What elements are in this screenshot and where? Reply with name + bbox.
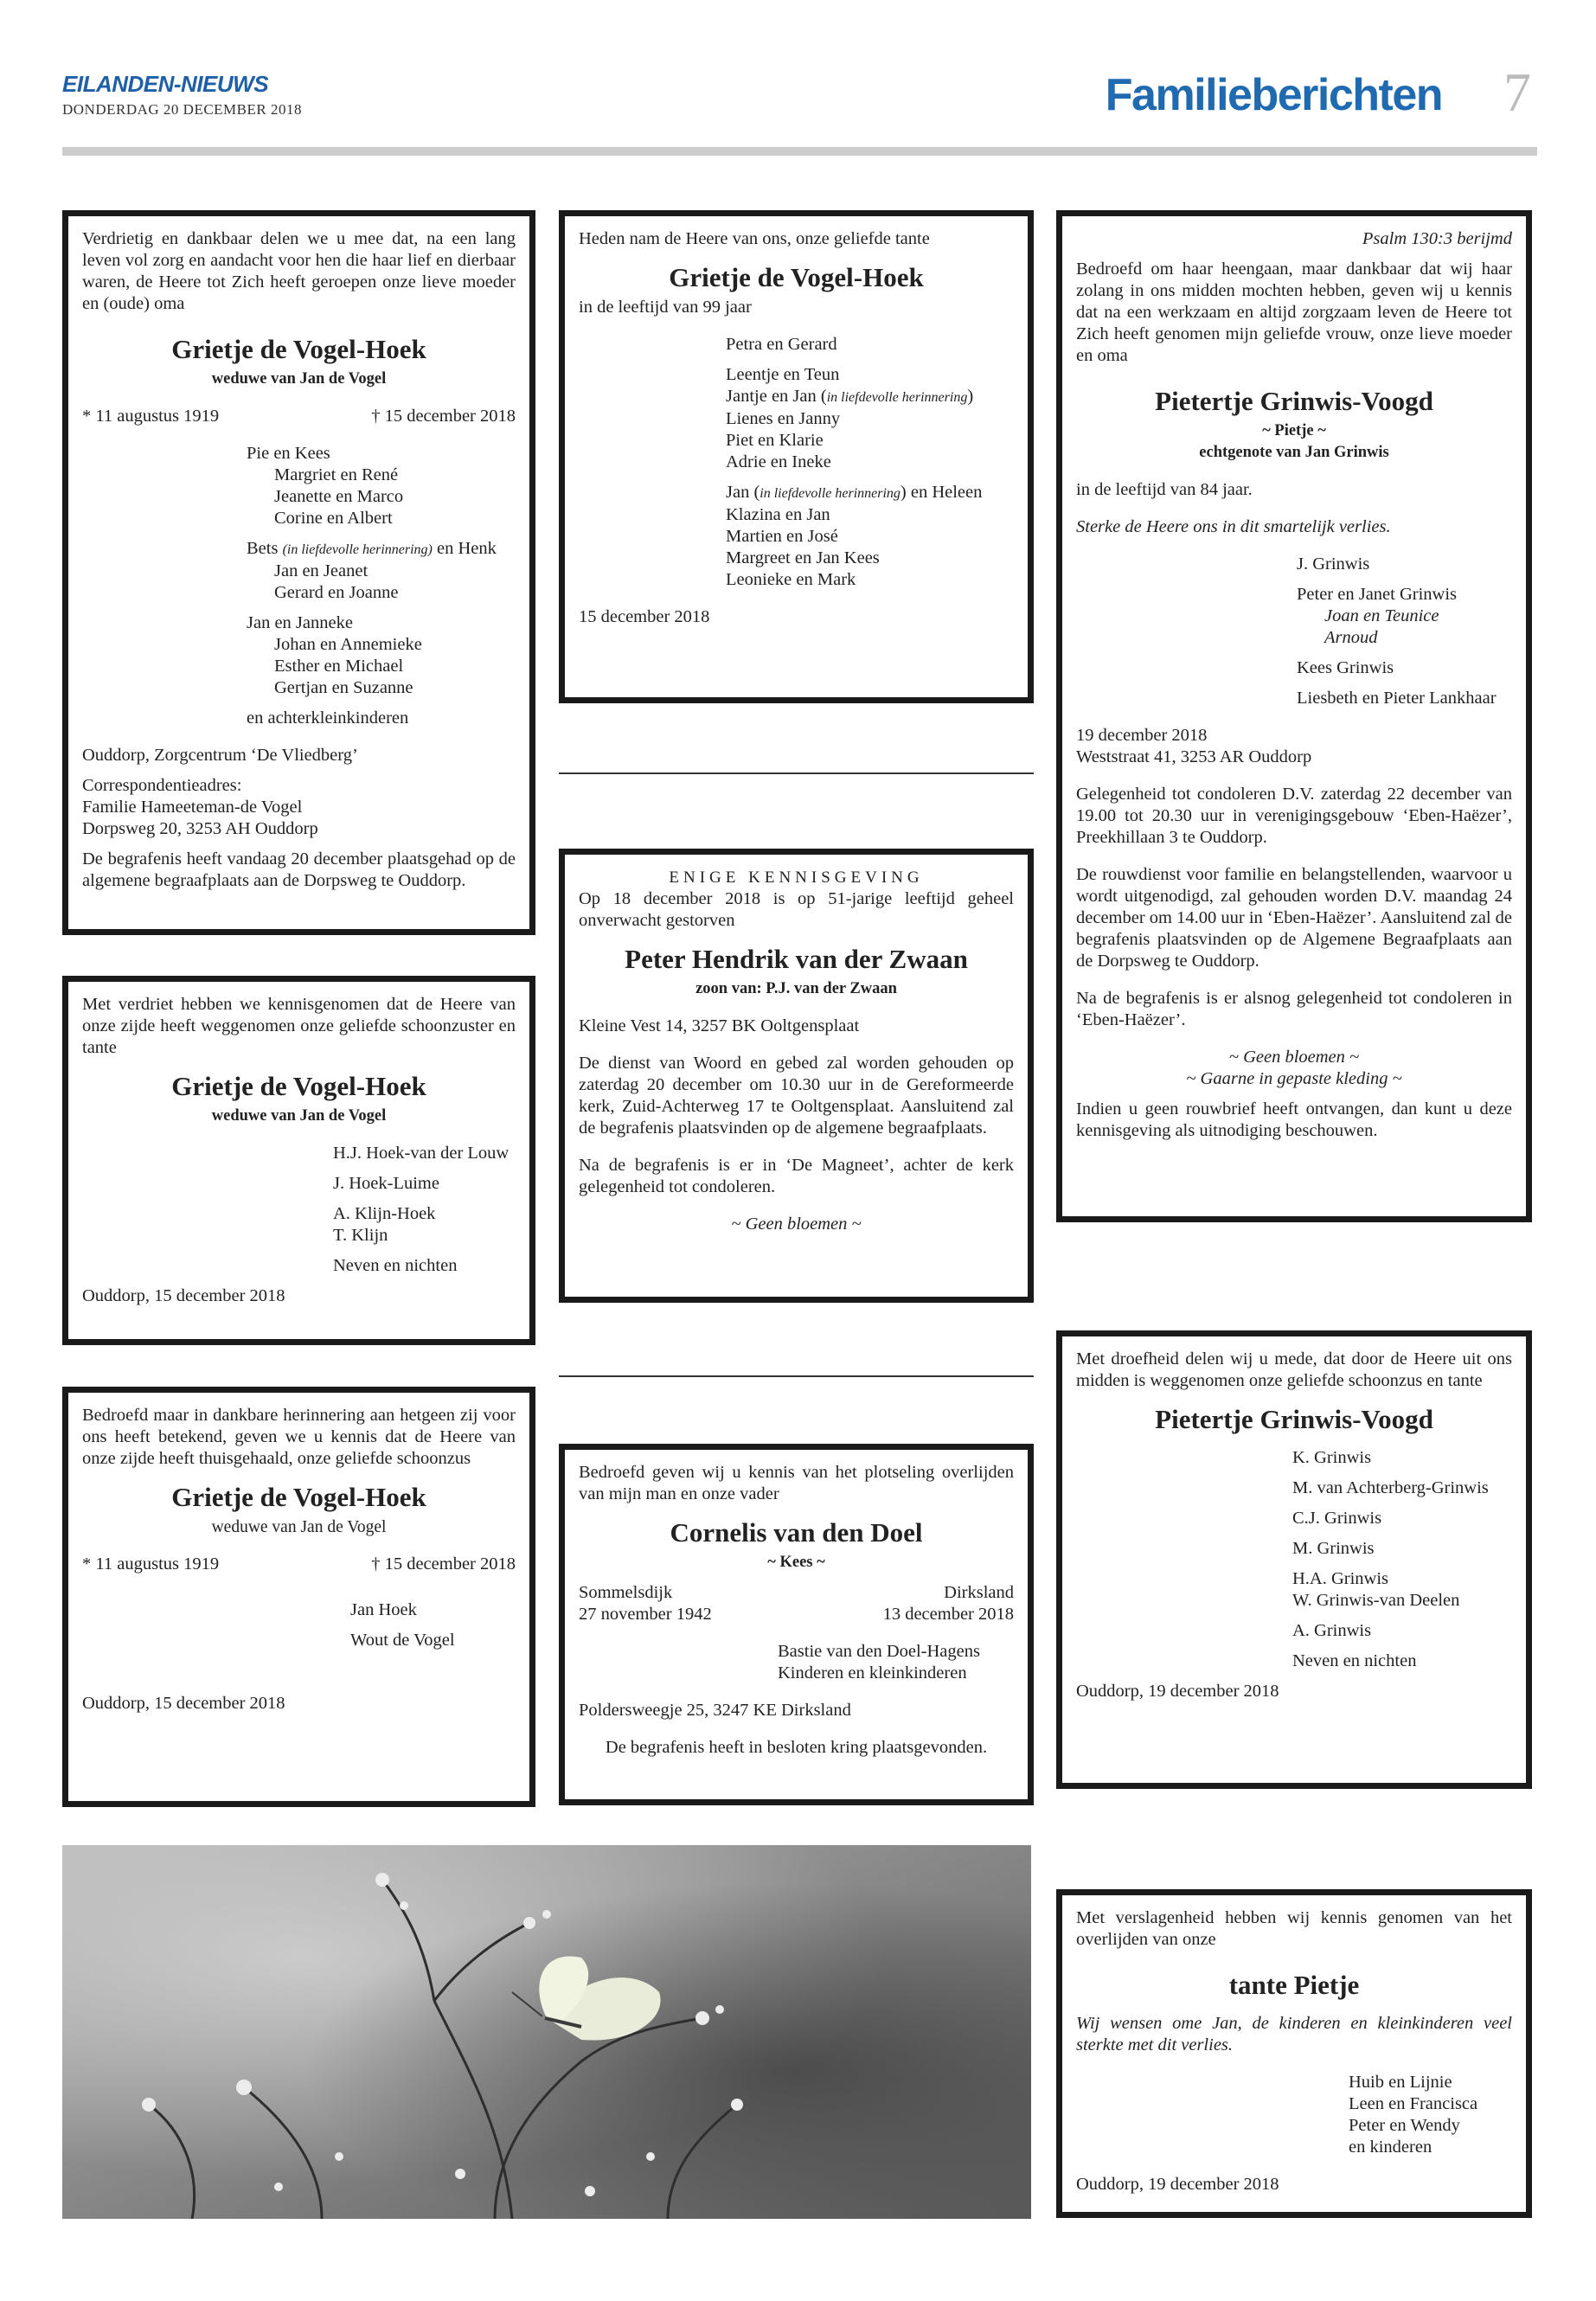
- deceased-sub: weduwe van Jan de Vogel: [211, 1107, 387, 1125]
- family-line: Jan (in liefdevolle herinnering) en Heleen: [726, 483, 983, 502]
- deceased-name: Grietje de Vogel-Hoek: [171, 1482, 426, 1512]
- family-line: Leentje en Teun: [726, 365, 840, 384]
- family-list: [82, 443, 516, 729]
- issue-date: DONDERDAG 20 DECEMBER 2018: [62, 101, 302, 118]
- column-divider: [559, 772, 1034, 774]
- section-title: Familieberichten: [1105, 70, 1442, 120]
- service-info: De dienst van Woord en gebed zal worden gehouden op zaterdag 20 december om 10.30 uur in de Gereformeerde kerk, Zuid-Achterweg 17 te Ooltgensplaat. Aansluitend zal de begrafenis plaatsvinden op de algemene begraafplaats.: [579, 1054, 1014, 1138]
- family-line: Johan en Annemieke: [274, 635, 422, 654]
- page-number: 7: [1503, 61, 1531, 123]
- family-line: M. Grinwis: [1292, 1539, 1375, 1558]
- life-dates: [579, 1604, 1014, 1625]
- family-line: Jan en Janneke: [247, 613, 353, 632]
- family-list: [1076, 1447, 1512, 1672]
- notice-date: Ouddorp, 19 december 2018: [1076, 2175, 1279, 2194]
- deceased-name: tante Pietje: [1228, 1970, 1360, 2000]
- family-list: [579, 1641, 1014, 1684]
- family-line: Kinderen en kleinkinderen: [778, 1663, 967, 1682]
- butterfly-photo: [62, 1845, 1031, 2219]
- notice-date: Ouddorp, 19 december 2018: [1076, 1682, 1279, 1701]
- family-list: [1076, 2072, 1512, 2158]
- notice-date: 19 december 2018: [1076, 726, 1208, 745]
- family-line: Neven en nichten: [333, 1256, 458, 1275]
- notice-intro: Verdrietig en dankbaar delen we u mee dat, na een lang leven vol zorg en aandacht voor hen die haar lief en dierbaar waren, de Heere tot Zich heeft geroepen onze lieve moeder en (oude) oma: [82, 229, 516, 313]
- family-line: Margreet en Jan Kees: [726, 548, 880, 567]
- family-line: Peter en Wendy: [1349, 2116, 1460, 2135]
- family-line: Kees Grinwis: [1297, 658, 1394, 677]
- brand-logo: EILANDEN-NIEUWS: [62, 71, 269, 97]
- flowers-note: ~ Geen bloemen ~: [1228, 1048, 1360, 1067]
- correspondence-line: Familie Hameeteman-de Vogel: [82, 798, 303, 817]
- deceased-sub: weduwe van Jan de Vogel: [211, 1518, 387, 1536]
- notice-date: Ouddorp, 15 december 2018: [82, 1694, 285, 1713]
- deceased-name: Grietje de Vogel-Hoek: [171, 1071, 426, 1101]
- deceased-nickname: ~ Kees ~: [767, 1554, 825, 1571]
- family-line: Pie en Kees: [247, 444, 330, 463]
- notice-quote: Sterke de Heere ons in dit smartelijk verlies.: [1076, 517, 1391, 536]
- family-list: [579, 334, 1014, 591]
- family-line: Jeanette en Marco: [274, 487, 404, 506]
- family-line: Gerard en Joanne: [274, 583, 399, 602]
- death-date: † 15 december 2018: [371, 1554, 516, 1574]
- deceased-name: Cornelis van den Doel: [670, 1517, 923, 1548]
- family-line: H.A. Grinwis: [1292, 1569, 1389, 1588]
- correspondence-line: Correspondentieadres:: [82, 776, 242, 795]
- notice-intro: Met verdriet hebben we kennisgenomen dat de Heere van onze zijde heeft weggenomen onze geliefde schoonzuster en tante: [82, 995, 516, 1057]
- butterfly-image: [62, 1845, 1031, 2219]
- deceased-sub: echtgenote van Jan Grinwis: [1199, 444, 1389, 461]
- family-line: en kinderen: [1349, 2138, 1433, 2157]
- notice-address: Kleine Vest 14, 3257 BK Ooltgensplaat: [579, 1016, 860, 1035]
- deceased-name: Peter Hendrik van der Zwaan: [625, 944, 968, 974]
- family-line: Esther en Michael: [274, 657, 404, 676]
- life-dates: [82, 1554, 516, 1575]
- family-line: Leen en Francisca: [1349, 2094, 1478, 2113]
- condolence-info: Na de begrafenis is er in ‘De Magneet’, achter de kerk gelegenheid tot condoleren.: [579, 1156, 1014, 1196]
- condolence-info: Gelegenheid tot condoleren D.V. zaterdag 22 december van 19.00 tot 20.30 uur in verenigingsgebouw ‘Eben-Haëzer’, Preekhillaan 3 te Ouddorp.: [1076, 785, 1512, 847]
- notice-heading: ENIGE KENNISGEVING: [669, 868, 924, 887]
- notice-place: Ouddorp, Zorgcentrum ‘De Vliedberg’: [82, 746, 358, 765]
- family-line: J. Grinwis: [1297, 554, 1370, 574]
- notice-van-der-zwaan: [559, 849, 1034, 1303]
- notice-address: Weststraat 41, 3253 AR Ouddorp: [1076, 747, 1312, 766]
- family-line: J. Hoek-Luime: [333, 1174, 439, 1193]
- death-place: Dirksland: [944, 1583, 1014, 1602]
- notice-van-den-doel: [559, 1444, 1034, 1805]
- notice-intro: Bedroefd maar in dankbare herinnering aan hetgeen zij voor ons heeft betekend, geven we u kennis dat de Heere van onze zijde heeft thuisgehaald, onze geliefde schoonzus: [82, 1406, 516, 1468]
- family-line: A. Klijn-Hoek: [333, 1204, 436, 1223]
- deceased-name: Pietertje Grinwis-Voogd: [1155, 1404, 1433, 1434]
- family-line: Liesbeth en Pieter Lankhaar: [1297, 689, 1497, 708]
- family-line: Martien en José: [726, 527, 838, 546]
- family-line: C.J. Grinwis: [1292, 1509, 1382, 1528]
- psalm-reference: Psalm 130:3 berijmd: [1362, 229, 1512, 248]
- deceased-age: in de leeftijd van 84 jaar.: [1076, 480, 1253, 499]
- notice-intro: Bedroefd om haar heengaan, maar dankbaar dat wij haar zolang in ons midden mochten hebben, geven wij u kennis dat na een werkzaam en altijd zorgzaam leven de Heere tot Zich heeft genomen mijn geliefde vrouw, onze lieve moeder en oma: [1076, 260, 1512, 365]
- deceased-nickname: ~ Pietje ~: [1262, 422, 1326, 439]
- family-line: Corine en Albert: [274, 509, 393, 528]
- notice-intro: Heden nam de Heere van ons, onze geliefde tante: [579, 229, 930, 248]
- family-line: W. Grinwis-van Deelen: [1292, 1591, 1460, 1610]
- family-line: Klazina en Jan: [726, 505, 830, 524]
- funeral-info: De begrafenis heeft in besloten kring plaatsgevonden.: [605, 1738, 988, 1757]
- service-info: De rouwdienst voor familie en belangstellenden, waarvoor u wordt uitgenodigd, zal gehouden worden D.V. maandag 24 december om 14.00 uur in ‘Eben-Haëzer’. Aansluitend zal de begrafenis plaatsvinden op de Algemene Begraafplaats aan de Dorpsweg te Ouddorp.: [1076, 865, 1512, 971]
- notice-de-vogel-hoek-family: [62, 210, 535, 935]
- death-date: 13 december 2018: [882, 1605, 1014, 1624]
- deceased-sub: weduwe van Jan de Vogel: [211, 370, 387, 388]
- family-line: H.J. Hoek-van der Louw: [333, 1144, 510, 1163]
- deceased-name: Grietje de Vogel-Hoek: [171, 334, 426, 364]
- family-line: Gertjan en Suzanne: [274, 678, 413, 697]
- deceased-sub: zoon van: P.J. van der Zwaan: [695, 980, 897, 997]
- deceased-name: Pietertje Grinwis-Voogd: [1155, 386, 1433, 416]
- family-line: Jan en Jeanet: [274, 561, 369, 580]
- family-line: en achterkleinkinderen: [247, 708, 409, 727]
- family-line: Adrie en Ineke: [726, 452, 831, 471]
- correspondence-line: Dorpsweg 20, 3253 AH Ouddorp: [82, 819, 318, 838]
- notice-date: 15 december 2018: [579, 607, 710, 626]
- family-list: [82, 1599, 516, 1651]
- family-line: Huib en Lijnie: [1349, 2073, 1452, 2092]
- birth-place: Sommelsdijk: [579, 1583, 673, 1602]
- notice-date: Ouddorp, 15 december 2018: [82, 1286, 285, 1305]
- family-line: Wout de Vogel: [350, 1631, 455, 1650]
- birth-date: * 11 augustus 1919: [82, 1554, 220, 1574]
- notice-intro: Bedroefd geven wij u kennis van het plotseling overlijden van mijn man en onze vader: [579, 1463, 1014, 1503]
- funeral-info: De begrafenis heeft vandaag 20 december plaatsgehad op de algemene begraafplaats aan de Dorpsweg te Ouddorp.: [82, 849, 516, 890]
- family-line: A. Grinwis: [1292, 1621, 1372, 1640]
- notice-intro: Met verslagenheid hebben wij kennis genomen van het overlijden van onze: [1076, 1908, 1512, 1949]
- family-line: Joan en Teunice: [1324, 606, 1439, 625]
- family-line: T. Klijn: [333, 1226, 388, 1245]
- death-date: † 15 december 2018: [371, 407, 516, 426]
- column-divider: [559, 1375, 1034, 1377]
- family-line: Bets (in liefdevolle herinnering) en Henk: [247, 539, 497, 558]
- notice-intro: Met droefheid delen wij u mede, dat door de Heere uit ons midden is weggenomen onze geliefde schoonzus en tante: [1076, 1349, 1512, 1390]
- family-line: Jantje en Jan (in liefdevolle herinnering): [726, 387, 974, 406]
- family-line: Peter en Janet Grinwis: [1297, 585, 1458, 604]
- flowers-note: ~ Geen bloemen ~: [731, 1215, 862, 1234]
- family-line: Leonieke en Mark: [726, 570, 856, 589]
- notice-schoonzus-grinwis-voogd: [1056, 1330, 1532, 1789]
- family-line: K. Grinwis: [1292, 1448, 1372, 1467]
- family-line: Lienes en Janny: [726, 409, 841, 428]
- after-funeral-info: Na de begrafenis is er alsnog gelegenheid tot condoleren in ‘Eben-Haëzer’.: [1076, 989, 1512, 1029]
- life-dates: [82, 406, 516, 427]
- family-list: [82, 1143, 516, 1277]
- family-list: [1076, 554, 1512, 709]
- notice-schoonzus-de-vogel-hoek: [62, 1387, 535, 1807]
- notice-intro: Op 18 december 2018 is op 51-jarige leeftijd geheel onverwacht gestorven: [579, 889, 1014, 930]
- family-line: Neven en nichten: [1292, 1651, 1417, 1670]
- life-places: [579, 1582, 1014, 1604]
- family-line: M. van Achterberg-Grinwis: [1292, 1478, 1489, 1497]
- deceased-name: Grietje de Vogel-Hoek: [669, 262, 924, 292]
- notice-quote: Wij wensen ome Jan, de kinderen en kleinkinderen veel sterkte met dit verlies.: [1076, 2014, 1512, 2054]
- notice-address: Poldersweegje 25, 3247 KE Dirksland: [579, 1701, 851, 1720]
- family-line: Arnoud: [1324, 628, 1378, 647]
- family-line: Bastie van den Doel-Hagens: [778, 1642, 980, 1661]
- notice-tante-pietje: [1056, 1889, 1532, 2218]
- notice-schoonzuster-de-vogel-hoek: [62, 976, 535, 1345]
- birth-date: 27 november 1942: [579, 1605, 712, 1624]
- family-line: Petra en Gerard: [726, 335, 837, 354]
- family-line: Jan Hoek: [350, 1600, 417, 1619]
- header-rule: [62, 147, 1537, 156]
- birth-date: * 11 augustus 1919: [82, 407, 220, 426]
- dress-note: ~ Gaarne in gepaste kleding ~: [1186, 1069, 1402, 1088]
- masthead: [62, 71, 302, 119]
- invitation-note: Indien u geen rouwbrief heeft ontvangen, dan kunt u deze kennisgeving als uitnodiging beschouwen.: [1076, 1099, 1512, 1140]
- family-line: Margriet en René: [274, 465, 399, 484]
- notice-aunt-de-vogel-hoek: [559, 210, 1034, 703]
- family-line: Piet en Klarie: [726, 431, 824, 450]
- deceased-age: in de leeftijd van 99 jaar: [579, 298, 752, 317]
- notice-grinwis-voogd-family: [1056, 210, 1532, 1222]
